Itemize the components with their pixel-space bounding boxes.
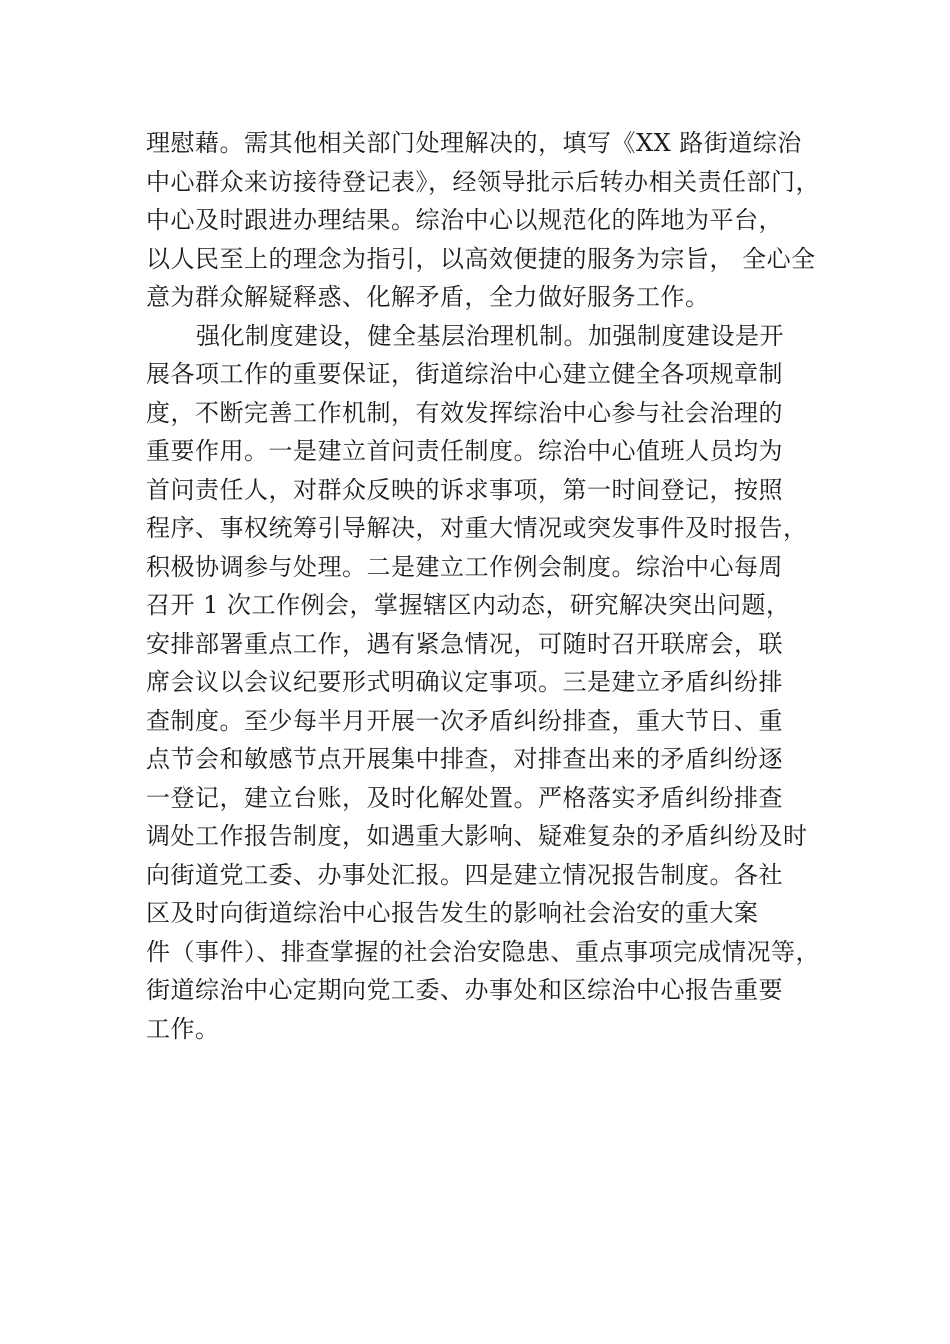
text-line: 街道综治中心定期向党工委、办事处和区综治中心报告重要 — [146, 976, 783, 1004]
text-line: 区及时向街道综治中心报告发生的影响社会治安的重大案 — [146, 899, 759, 927]
text-line: 理慰藉。需其他相关部门处理解决的，填写《XX 路街道综治 — [146, 129, 802, 157]
text-line: 查制度。至少每半月开展一次矛盾纠纷排查，重大节日、重 — [146, 706, 783, 735]
text-line: 展各项工作的重要保证，街道综治中心建立健全各项规章制 — [146, 360, 783, 388]
text-line: 席会议以会议纪要形式明确议定事项。三是建立矛盾纠纷排 — [146, 668, 783, 696]
body-text — [146, 124, 846, 1048]
text-line: 程序、事权统筹引导解决，对重大情况或突发事件及时报告， — [146, 514, 808, 542]
text-line: 意为群众解疑释惑、化解矛盾，全力做好服务工作。 — [146, 283, 710, 311]
text-line: 重要作用。一是建立首问责任制度。综治中心值班人员均为 — [146, 437, 783, 465]
text-line: 安排部署重点工作，遇有紧急情况，可随时召开联席会，联 — [146, 629, 783, 658]
text-line: 点节会和敏感节点开展集中排查，对排查出来的矛盾纠纷逐 — [146, 745, 783, 773]
text-line: 件（事件）、排查掌握的社会治安隐患、重点事项完成情况等， — [146, 937, 820, 966]
text-line: 中心群众来访接待登记表》，经领导批示后转办相关责任部门， — [146, 167, 820, 196]
paragraph-heading-line: 强化制度建设，健全基层治理机制。加强制度建设是开 — [196, 321, 784, 350]
text-line: 中心及时跟进办理结果。综治中心以规范化的阵地为平台， — [146, 206, 783, 234]
text-line: 召开 1 次工作例会，掌握辖区内动态，研究解决突出问题， — [146, 591, 791, 619]
text-line: 向街道党工委、办事处汇报。四是建立情况报告制度。各社 — [146, 860, 783, 889]
text-line: 积极协调参与处理。二是建立工作例会制度。综治中心每周 — [146, 552, 783, 581]
text-line: 度，不断完善工作机制，有效发挥综治中心参与社会治理的 — [146, 398, 783, 427]
text-line: 调处工作报告制度，如遇重大影响、疑难复杂的矛盾纠纷及时 — [146, 822, 808, 850]
text-line: 以人民至上的理念为指引，以高效便捷的服务为宗旨， 全心全 — [146, 244, 816, 273]
text-line: 工作。 — [146, 1014, 220, 1043]
text-line: 一登记，建立台账，及时化解处置。严格落实矛盾纠纷排查 — [146, 783, 783, 812]
text-line: 首问责任人，对群众反映的诉求事项，第一时间登记，按照 — [146, 475, 783, 504]
